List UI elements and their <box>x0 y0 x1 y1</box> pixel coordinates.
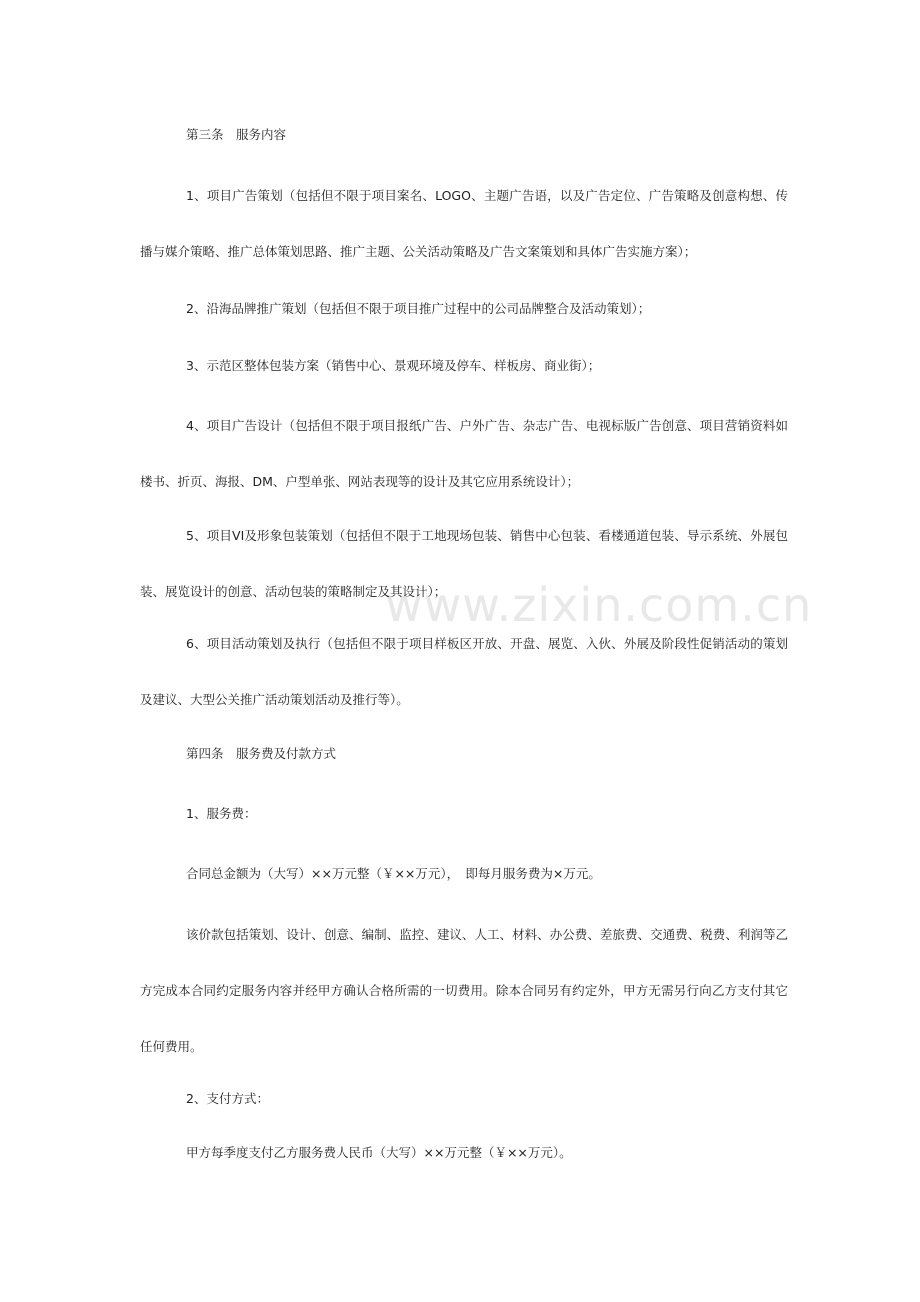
service-item-1: 1、项目广告策划（包括但不限于项目案名、LOGO、主题广告语，以及广告定位、广告策略及创意构想、传播与媒介策略、推广总体策划思路、推广主题、公关活动策略及广告文案策划和具体广告实施方案）； <box>140 188 788 259</box>
fee-label: 1、服务费： <box>186 806 257 821</box>
payment-text: 甲方每季度支付乙方服务费人民币（大写）××万元整（￥××万元）。 <box>186 1145 572 1160</box>
service-item-3: 3、示范区整体包装方案（销售中心、景观环境及停车、样板房、商业街）； <box>186 358 601 373</box>
payment-label: 2、支付方式： <box>186 1091 269 1106</box>
article-4-heading: 第四条 服务费及付款方式 <box>186 746 337 761</box>
service-item-2: 2、沿海品牌推广策划（包括但不限于项目推广过程中的公司品牌整合及活动策划）； <box>186 301 651 316</box>
service-item-4: 4、项目广告设计（包括但不限于项目报纸广告、户外广告、杂志广告、电视标版广告创意、项目营销资料如楼书、折页、海报、DM、户型单张、网站表现等的设计及其它应用系统设计）； <box>140 418 788 489</box>
watermark: www.zixin.com.cn <box>385 578 813 632</box>
fee-note: 该价款包括策划、设计、创意、编制、监控、建议、人工、材料、办公费、差旅费、交通费、税费、利润等乙方完成本合同约定服务内容并经甲方确认合格所需的一切费用。除本合同另有约定外，甲方无需另行向乙方支付其它任何费用。 <box>140 927 788 1054</box>
article-3-heading: 第三条 服务内容 <box>186 127 287 142</box>
service-item-5: 5、项目VI及形象包装策划（包括但不限于工地现场包装、销售中心包装、看楼通道包装、导示系统、外展包装、展览设计的创意、活动包装的策略制定及其设计）； <box>140 528 788 599</box>
fee-total: 合同总金额为（大写）××万元整（￥××万元）， 即每月服务费为×万元。 <box>186 866 601 881</box>
service-item-6: 6、项目活动策划及执行（包括但不限于项目样板区开放、开盘、展览、入伙、外展及阶段性促销活动的策划及建议、大型公关推广活动策划活动及推行等）。 <box>140 636 788 707</box>
